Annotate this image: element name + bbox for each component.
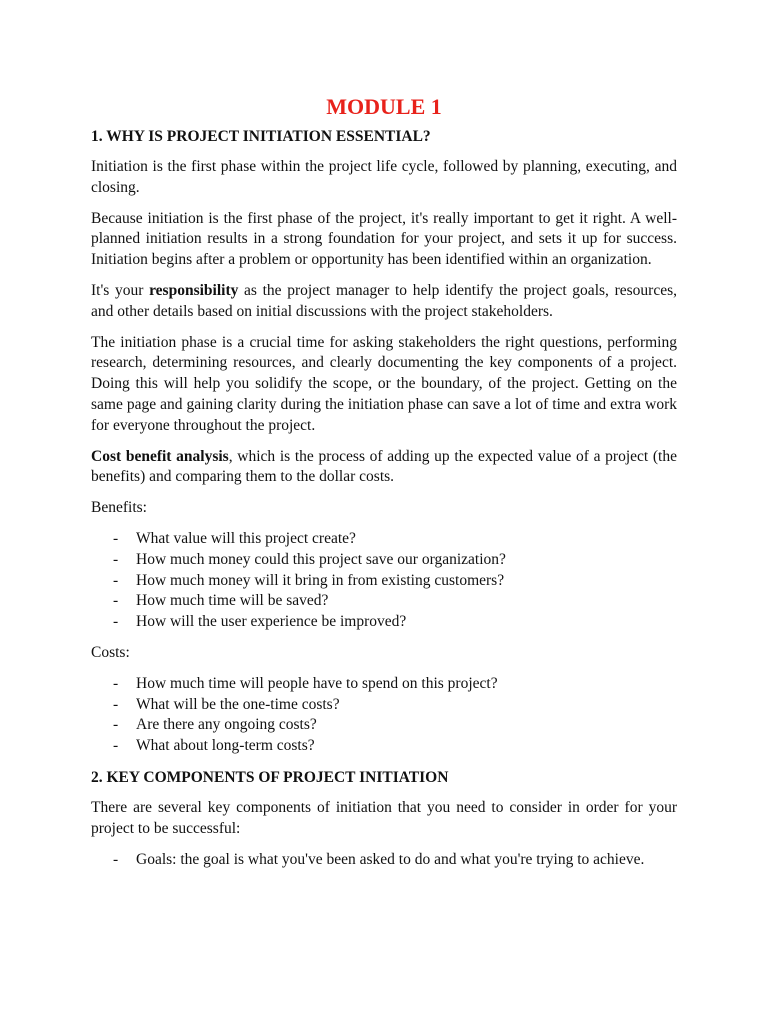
responsibility-text-before: It's your bbox=[91, 281, 150, 299]
key-components-list bbox=[91, 850, 677, 871]
list-item-text: How much money will it bring in from existing customers? bbox=[136, 571, 505, 589]
list-item-text: How will the user experience be improved? bbox=[136, 613, 407, 631]
dash-bullet: - bbox=[113, 716, 119, 734]
list-item-text: How much money could this project save our organization? bbox=[136, 550, 506, 568]
section-2-heading: 2. KEY COMPONENTS OF PROJECT INITIATION bbox=[91, 768, 449, 786]
cost-benefit-text: , which is the process of adding up the expected value of a project (the benefits) and comparing them to the dollar costs. bbox=[91, 447, 677, 486]
intro-paragraph: Initiation is the first phase within the project life cycle, followed by planning, executing, and closing. bbox=[91, 158, 677, 196]
responsibility-paragraph bbox=[91, 281, 677, 323]
dash-bullet: - bbox=[113, 674, 119, 692]
list-item-text: How much time will people have to spend on this project? bbox=[136, 674, 498, 692]
costs-label: Costs: bbox=[91, 643, 130, 661]
list-item-text: What will be the one-time costs? bbox=[136, 695, 340, 713]
list-item-text: How much time will be saved? bbox=[136, 592, 329, 610]
responsibility-text-after: as the project manager to help identify the project goals, resources, and other details based on initial discussions with the project stakeholders. bbox=[91, 281, 677, 320]
list-item bbox=[91, 550, 677, 571]
list-item bbox=[91, 850, 677, 871]
list-item-text: What value will this project create? bbox=[136, 529, 356, 547]
list-item-text: What about long-term costs? bbox=[136, 737, 315, 755]
costs-list bbox=[91, 674, 677, 757]
list-item bbox=[91, 571, 677, 592]
list-item bbox=[91, 715, 677, 736]
list-item bbox=[91, 695, 677, 716]
list-item bbox=[91, 736, 677, 757]
benefits-list bbox=[91, 529, 677, 633]
list-item bbox=[91, 591, 677, 612]
cost-benefit-bold: Cost benefit analysis bbox=[91, 447, 229, 465]
list-item-text: Are there any ongoing costs? bbox=[136, 716, 317, 734]
list-item bbox=[91, 612, 677, 633]
importance-paragraph: Because initiation is the first phase of the project, it's really important to get it right. A well-planned initiation results in a strong foundation for your project, and sets it up for success. Initiation begins after a problem or opportunity has been identified within an organization. bbox=[91, 209, 677, 269]
section-1-heading: 1. WHY IS PROJECT INITIATION ESSENTIAL? bbox=[91, 128, 431, 145]
dash-bullet: - bbox=[113, 737, 119, 755]
dash-bullet: - bbox=[113, 550, 119, 568]
list-item bbox=[91, 529, 677, 550]
dash-bullet: - bbox=[113, 529, 119, 547]
responsibility-bold: responsibility bbox=[149, 281, 239, 299]
dash-bullet: - bbox=[113, 613, 119, 631]
list-item-text: Goals: the goal is what you've been asked to do and what you're trying to achieve. bbox=[136, 850, 645, 868]
list-item bbox=[91, 674, 677, 695]
dash-bullet: - bbox=[113, 592, 119, 610]
key-components-paragraph: There are several key components of initiation that you need to consider in order for your project to be successful: bbox=[91, 798, 677, 837]
dash-bullet: - bbox=[113, 850, 119, 868]
cost-benefit-paragraph bbox=[91, 447, 677, 489]
dash-bullet: - bbox=[113, 695, 119, 713]
benefits-label: Benefits: bbox=[91, 499, 147, 517]
dash-bullet: - bbox=[113, 571, 119, 589]
initiation-phase-paragraph: The initiation phase is a crucial time for asking stakeholders the right questions, performing research, determining resources, and clearly documenting the key components of a project. Doing this will help you solidify the scope, or the boundary, of the project. Getting on the same page and gaining clarity during the initiation phase can save a lot of time and extra work for everyone throughout the project. bbox=[91, 333, 677, 434]
module-title: MODULE 1 bbox=[326, 94, 442, 119]
